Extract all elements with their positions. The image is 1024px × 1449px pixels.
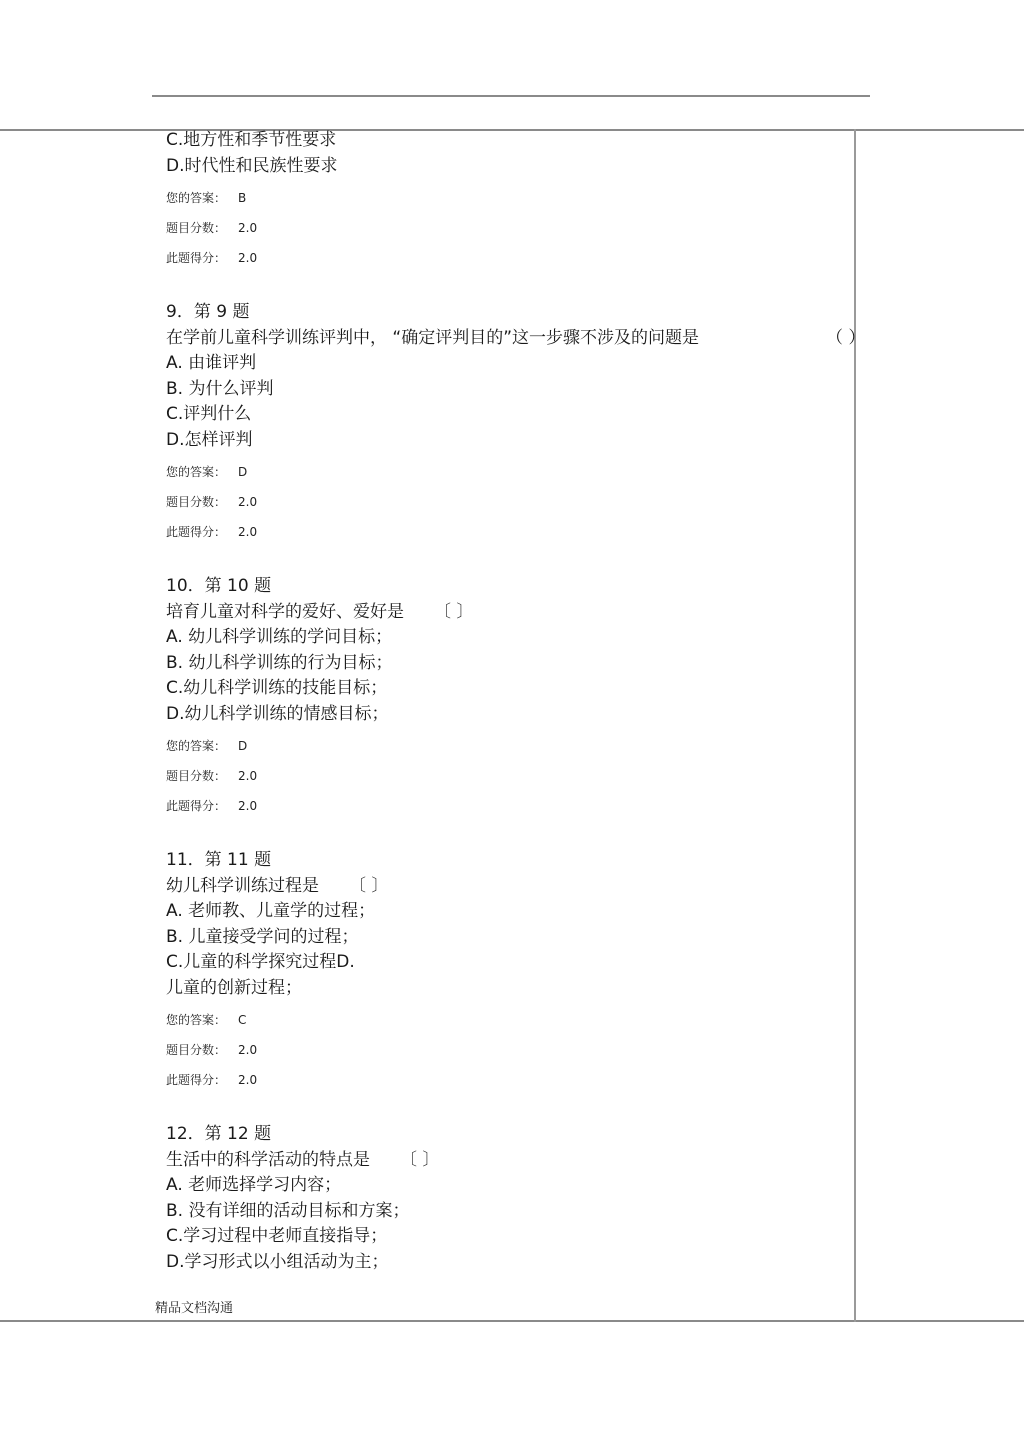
option-d: D.时代性和民族性要求 xyxy=(166,155,338,176)
frame-bottom-border xyxy=(0,1320,1024,1322)
option-d: 儿童的创新过程； xyxy=(166,977,302,998)
question-12 xyxy=(166,1121,866,1275)
answer-bracket: 〔 〕 xyxy=(434,602,474,622)
your-answer: 您的答案： B xyxy=(166,191,247,205)
answer-bracket: 〔 〕 xyxy=(400,1150,440,1170)
option-c: C.幼儿科学训练的技能目标； xyxy=(166,678,388,698)
result-meta xyxy=(166,1005,866,1095)
earned-score: 此题得分： 2.0 xyxy=(166,525,258,539)
answer-bracket: （ ） xyxy=(826,328,866,348)
question-title: 9．第 9 题 xyxy=(166,302,250,322)
option-c: C.评判什么 xyxy=(166,404,252,424)
question-score: 题目分数： 2.0 xyxy=(166,1043,258,1057)
question-stem: 幼儿科学训练过程是 〔 〕 xyxy=(166,873,866,899)
quiz-content xyxy=(166,128,866,1301)
earned-score: 此题得分： 2.0 xyxy=(166,799,258,813)
option-d: D.学习形式以小组活动为主； xyxy=(166,1251,389,1272)
option-c: C.学习过程中老师直接指导； xyxy=(166,1226,388,1246)
option-c: C.儿童的科学探究过程D. xyxy=(166,952,355,972)
option-b: B. 没有详细的活动目标和方案； xyxy=(166,1200,410,1221)
question-10 xyxy=(166,573,866,821)
option-a: A. 由谁评判 xyxy=(166,353,257,373)
your-answer: 您的答案： C xyxy=(166,1013,247,1027)
option-c: C.地方性和季节性要求 xyxy=(166,130,337,150)
option-b: B. 为什么评判 xyxy=(166,378,274,399)
option-d: D.幼儿科学训练的情感目标； xyxy=(166,703,389,724)
question-9 xyxy=(166,299,866,547)
option-a: A. 老师选择学习内容； xyxy=(166,1175,342,1195)
footer-text: 精品文档沟通 xyxy=(155,1301,234,1316)
result-meta xyxy=(166,457,866,547)
option-b: B. 幼儿科学训练的行为目标； xyxy=(166,652,393,673)
question-8-tail xyxy=(166,128,866,273)
question-stem: 培育儿童对科学的爱好、爱好是 〔 〕 xyxy=(166,599,866,625)
option-a: A. 幼儿科学训练的学问目标； xyxy=(166,627,393,647)
question-11 xyxy=(166,847,866,1095)
result-meta xyxy=(166,183,866,273)
question-score: 题目分数： 2.0 xyxy=(166,221,258,235)
result-meta xyxy=(166,731,866,821)
header-rule xyxy=(152,95,870,97)
your-answer: 您的答案： D xyxy=(166,465,248,479)
option-d: D.怎样评判 xyxy=(166,429,253,450)
question-score: 题目分数： 2.0 xyxy=(166,769,258,783)
your-answer: 您的答案： D xyxy=(166,739,248,753)
question-stem: 在学前儿童科学训练评判中， “确定评判目的”这一步骤不涉及的问题是 （ ） xyxy=(166,325,866,351)
question-score: 题目分数： 2.0 xyxy=(166,495,258,509)
earned-score: 此题得分： 2.0 xyxy=(166,251,258,265)
option-b: B. 儿童接受学问的过程； xyxy=(166,926,359,947)
earned-score: 此题得分： 2.0 xyxy=(166,1073,258,1087)
question-title: 12．第 12 题 xyxy=(166,1124,272,1144)
question-title: 11．第 11 题 xyxy=(166,850,272,870)
option-a: A. 老师教、儿童学的过程； xyxy=(166,901,376,921)
question-title: 10．第 10 题 xyxy=(166,576,272,596)
answer-bracket: 〔 〕 xyxy=(349,876,389,896)
question-stem: 生活中的科学活动的特点是 〔 〕 xyxy=(166,1147,866,1173)
